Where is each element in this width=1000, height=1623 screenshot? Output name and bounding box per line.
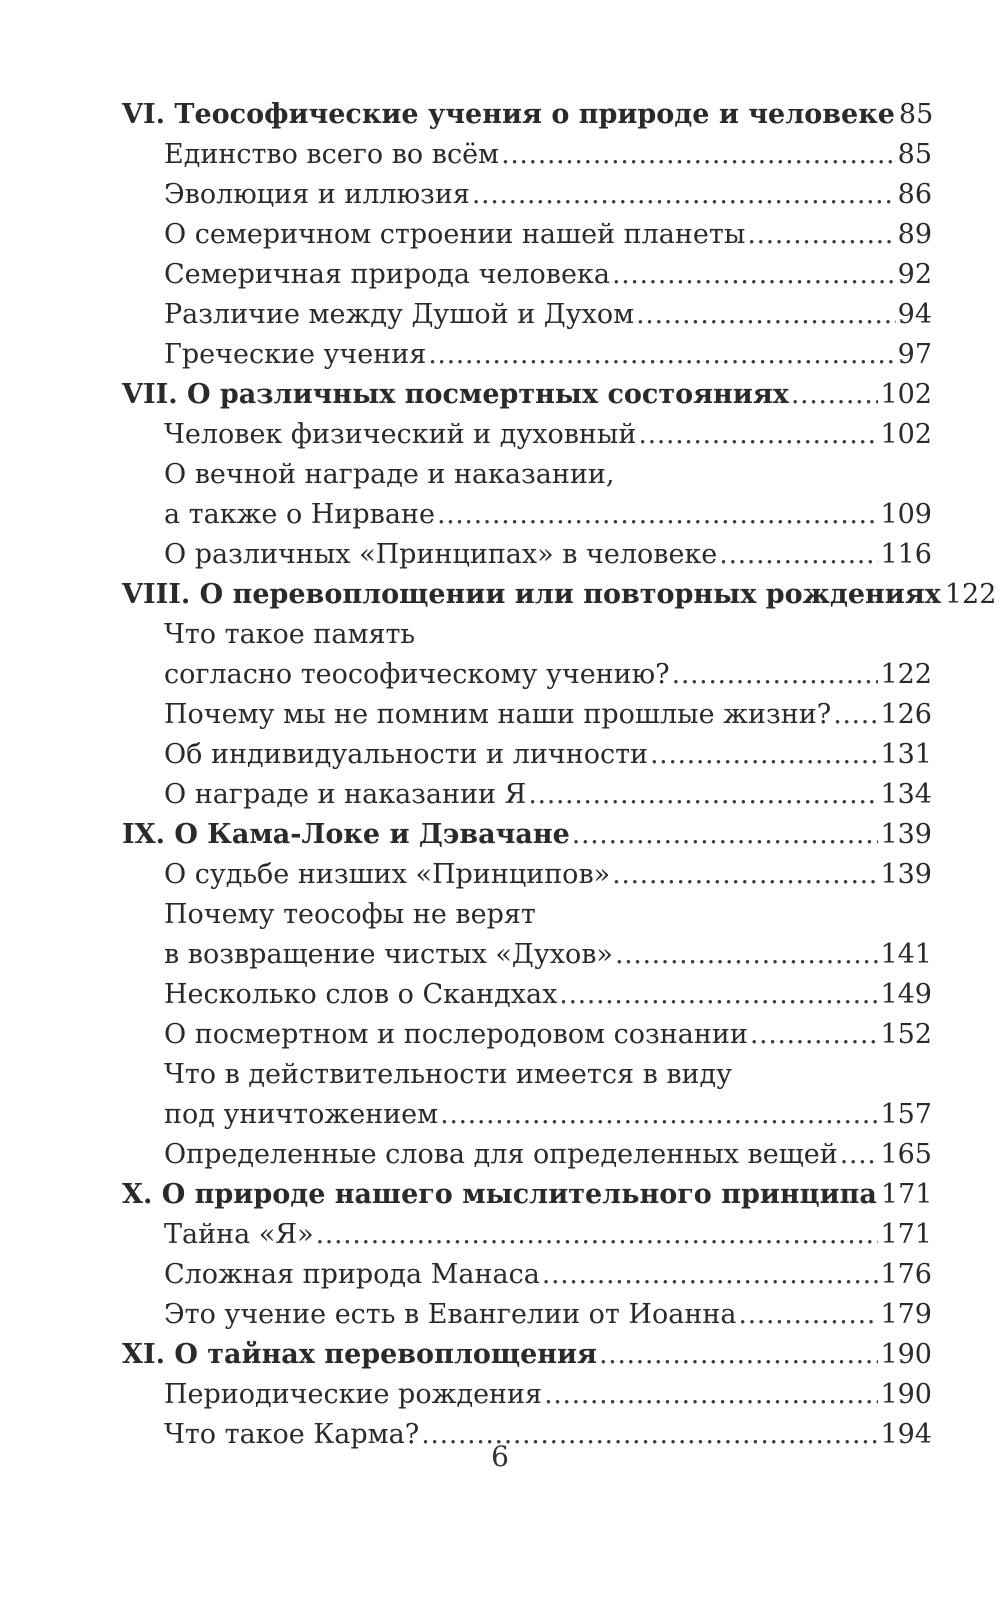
toc-section-entry bbox=[122, 495, 932, 535]
toc-section-entry bbox=[122, 655, 932, 695]
toc-section-entry bbox=[122, 255, 932, 295]
toc-entry-title: Что такое Карма? bbox=[164, 1419, 420, 1450]
toc-entry-title: Определенные слова для определенных вещей bbox=[164, 1139, 838, 1170]
toc-entry-title: VII. О различных посмертных состояниях bbox=[122, 379, 789, 410]
toc-chapter-entry bbox=[122, 815, 932, 855]
toc-page-number: 194 bbox=[880, 1419, 932, 1450]
toc-section-entry bbox=[122, 695, 932, 735]
dot-leader bbox=[559, 975, 878, 1015]
dot-leader bbox=[840, 1135, 879, 1175]
dot-leader bbox=[750, 1015, 879, 1055]
toc-entry-title: в возвращение чистых «Духов» bbox=[164, 939, 613, 970]
toc-page-number: 139 bbox=[880, 819, 932, 850]
dot-leader bbox=[472, 175, 896, 215]
toc-section-entry bbox=[122, 1135, 932, 1175]
dot-leader bbox=[650, 735, 878, 775]
toc-entry-title: О награде и наказании Я bbox=[164, 779, 527, 810]
toc-entry-title: Что в действительности имеется в виду bbox=[164, 1059, 733, 1090]
toc-entry-title: Об индивидуальности и личности bbox=[164, 739, 649, 770]
page-number: 6 bbox=[491, 1440, 509, 1473]
toc-entry-title: Это учение есть в Евангелии от Иоанна bbox=[164, 1299, 737, 1330]
toc-entry-title: Почему мы не помним наши прошлые жизни? bbox=[164, 699, 832, 730]
toc-page-number: 171 bbox=[880, 1219, 932, 1250]
toc-page-number: 94 bbox=[897, 299, 932, 330]
toc-page-number: 102 bbox=[880, 419, 932, 450]
toc-chapter-entry bbox=[122, 375, 932, 415]
toc-page-number: 126 bbox=[880, 699, 932, 730]
toc-section-entry bbox=[122, 455, 932, 495]
dot-leader bbox=[544, 1375, 878, 1415]
toc-page-number: 122 bbox=[880, 659, 932, 690]
toc-section-entry bbox=[122, 895, 932, 935]
toc-page-number: 171 bbox=[880, 1179, 933, 1210]
toc-page-number: 85 bbox=[897, 139, 932, 170]
dot-leader bbox=[791, 375, 879, 415]
toc-entry-title: VIII. О перевоплощении или повторных рождениях bbox=[122, 579, 941, 610]
table-of-contents bbox=[122, 95, 997, 1455]
toc-page-number: 116 bbox=[880, 539, 932, 570]
toc-page-number: 152 bbox=[880, 1019, 932, 1050]
toc-page-number: 157 bbox=[880, 1099, 932, 1130]
toc-page-number: 102 bbox=[880, 379, 932, 410]
toc-page-number: 89 bbox=[897, 219, 932, 250]
toc-page-number: 190 bbox=[880, 1379, 932, 1410]
toc-page-number: 131 bbox=[880, 739, 932, 770]
toc-section-entry bbox=[122, 175, 932, 215]
dot-leader bbox=[528, 775, 878, 815]
dot-leader bbox=[672, 655, 879, 695]
dot-leader bbox=[738, 1295, 878, 1335]
toc-page-number: 190 bbox=[880, 1339, 932, 1370]
toc-section-entry bbox=[122, 1215, 932, 1255]
toc-section-entry bbox=[122, 295, 932, 335]
dot-leader bbox=[615, 935, 879, 975]
dot-leader bbox=[542, 1255, 879, 1295]
toc-entry-title: VI. Теософические учения о природе и человеке bbox=[122, 99, 895, 130]
toc-chapter-entry bbox=[122, 95, 932, 135]
toc-page-number: 92 bbox=[897, 259, 932, 290]
toc-section-entry bbox=[122, 135, 932, 175]
toc-page-number: 176 bbox=[880, 1259, 932, 1290]
dot-leader bbox=[440, 1095, 878, 1135]
toc-entry-title: IX. О Кама-Локе и Дэвачане bbox=[122, 819, 570, 850]
dot-leader bbox=[719, 535, 878, 575]
dot-leader bbox=[833, 695, 878, 735]
toc-section-entry bbox=[122, 1055, 932, 1095]
toc-section-entry bbox=[122, 1255, 932, 1295]
toc-entry-title: О семеричном строении нашей планеты bbox=[164, 219, 746, 250]
toc-entry-title: Несколько слов о Скандхах bbox=[164, 979, 558, 1010]
dot-leader bbox=[316, 1215, 879, 1255]
toc-page-number: 141 bbox=[880, 939, 932, 970]
toc-page-number: 122 bbox=[944, 579, 997, 610]
toc-section-entry bbox=[122, 935, 932, 975]
toc-page-number: 109 bbox=[880, 499, 932, 530]
toc-entry-title: Сложная природа Манаса bbox=[164, 1259, 540, 1290]
toc-entry-title: Тайна «Я» bbox=[164, 1219, 314, 1250]
dot-leader bbox=[437, 495, 879, 535]
dot-leader bbox=[599, 1335, 878, 1375]
toc-page-number: 149 bbox=[880, 979, 932, 1010]
dot-leader bbox=[612, 855, 878, 895]
toc-entry-title: О вечной награде и наказании, bbox=[164, 459, 615, 490]
toc-entry-title: XI. О тайнах перевоплощения bbox=[122, 1339, 598, 1370]
toc-entry-title: Эволюция и иллюзия bbox=[164, 179, 470, 210]
toc-page-number: 139 bbox=[880, 859, 932, 890]
toc-entry-title: Семеричная природа человека bbox=[164, 259, 610, 290]
toc-page-number: 179 bbox=[880, 1299, 932, 1330]
toc-page-number: 85 bbox=[898, 99, 934, 130]
toc-section-entry bbox=[122, 535, 932, 575]
toc-entry-title: О судьбе низших «Принципов» bbox=[164, 859, 611, 890]
toc-section-entry bbox=[122, 1095, 932, 1135]
toc-chapter-entry bbox=[122, 1175, 932, 1215]
toc-entry-title: О посмертном и послеродовом сознании bbox=[164, 1019, 748, 1050]
dot-leader bbox=[638, 415, 878, 455]
dot-leader bbox=[612, 255, 896, 295]
toc-page-number: 97 bbox=[897, 339, 932, 370]
dot-leader bbox=[501, 135, 896, 175]
toc-section-entry bbox=[122, 975, 932, 1015]
toc-section-entry bbox=[122, 1375, 932, 1415]
toc-page-number: 86 bbox=[897, 179, 932, 210]
toc-section-entry bbox=[122, 215, 932, 255]
toc-section-entry bbox=[122, 1015, 932, 1055]
dot-leader bbox=[428, 335, 895, 375]
toc-entry-title: а также о Нирване bbox=[164, 499, 435, 530]
toc-entry-title: Различие между Душой и Духом bbox=[164, 299, 635, 330]
toc-entry-title: согласно теософическому учению? bbox=[164, 659, 670, 690]
toc-entry-title: X. О природе нашего мыслительного принципа bbox=[122, 1179, 877, 1210]
toc-section-entry bbox=[122, 335, 932, 375]
toc-section-entry bbox=[122, 615, 932, 655]
toc-chapter-entry bbox=[122, 1335, 932, 1375]
dot-leader bbox=[636, 295, 896, 335]
toc-section-entry bbox=[122, 735, 932, 775]
toc-section-entry bbox=[122, 415, 932, 455]
dot-leader bbox=[747, 215, 895, 255]
toc-entry-title: О различных «Принципах» в человеке bbox=[164, 539, 718, 570]
toc-entry-title: Человек физический и духовный bbox=[164, 419, 637, 450]
toc-entry-title: Почему теософы не верят bbox=[164, 899, 536, 930]
toc-entry-title: Периодические рождения bbox=[164, 1379, 543, 1410]
toc-entry-title: Что такое память bbox=[164, 619, 416, 650]
toc-section-entry bbox=[122, 775, 932, 815]
toc-section-entry bbox=[122, 855, 932, 895]
toc-entry-title: Греческие учения bbox=[164, 339, 427, 370]
toc-page-number: 134 bbox=[880, 779, 932, 810]
toc-section-entry bbox=[122, 1295, 932, 1335]
toc-entry-title: Единство всего во всём bbox=[164, 139, 500, 170]
toc-entry-title: под уничтожением bbox=[164, 1099, 439, 1130]
toc-chapter-entry bbox=[122, 575, 997, 615]
toc-page-number: 165 bbox=[880, 1139, 932, 1170]
dot-leader bbox=[572, 815, 879, 855]
